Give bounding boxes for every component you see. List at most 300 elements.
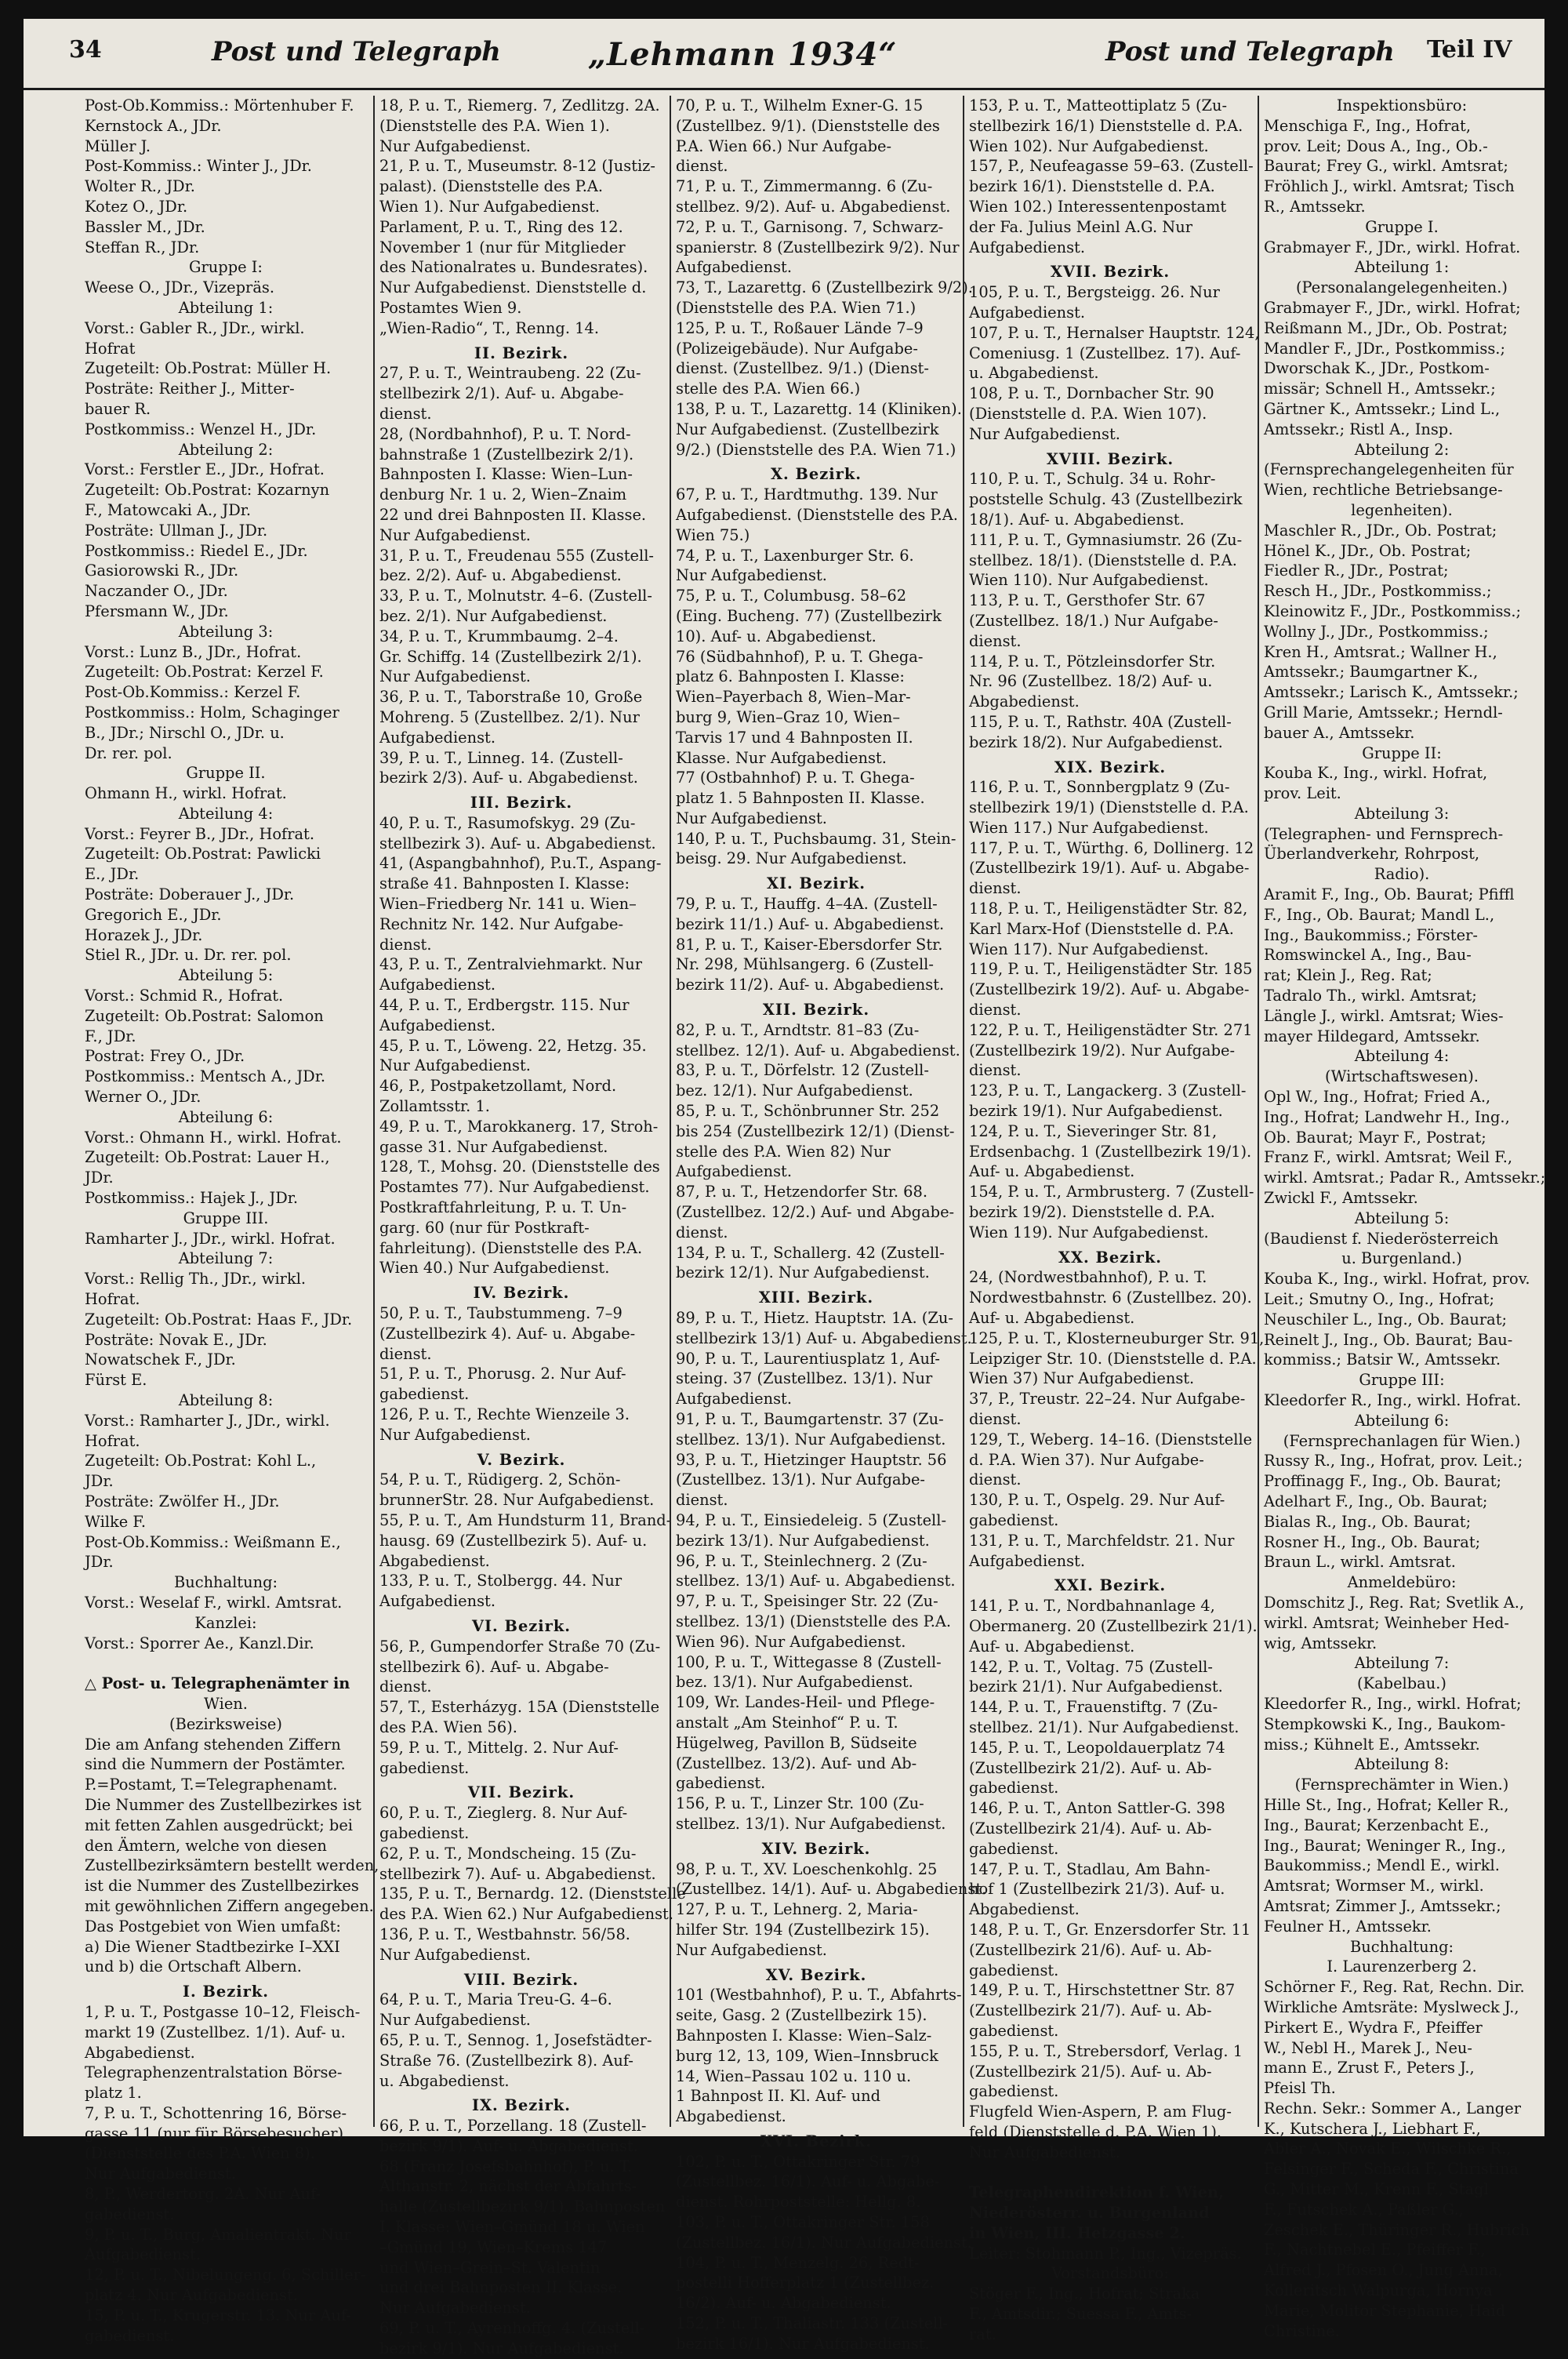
text-line: denburg Nr. 1 u. 2, Wien–Znaim <box>379 485 627 504</box>
text-line: 62, P. u. T., Mondscheing. 15 (Zu- <box>379 1844 637 1863</box>
text-line: November 1 (nur für Mitglieder <box>379 238 626 256</box>
text-line: (Zustellbez. 16/1). Nur Aufgabedienst. <box>676 2233 972 2252</box>
text-line: garg. 60 (nur für Postkraft- <box>379 1218 590 1237</box>
section-heading: Wien. <box>204 1694 248 1713</box>
text-line: 8, P., Werdertorg. 2A. Nur Auf- <box>85 2185 321 2204</box>
text-line: bezirk 13/1). Nur Aufgabedienst. <box>676 1531 930 1550</box>
text-line: 36, P. u. T., Taborstraße 10, Große <box>379 688 643 707</box>
text-line: 1, P. u. T., Postgasse 10–12, Fleisch- <box>85 2002 361 2021</box>
text-line: gabedienst. <box>969 1839 1059 1858</box>
text-line: 144, P. u. T., Frauenstiftg. 7 (Zu- <box>969 1698 1218 1717</box>
text-line: Posträte: Ullman J., JDr. <box>85 521 268 540</box>
text-line: Aufgabedienst. <box>969 1551 1086 1570</box>
text-line: Die Nummer des Zustellbezirkes ist <box>85 1795 361 1814</box>
text-line: hausg. 69 (Zustellbezirk 5). Auf- u. <box>379 1531 648 1550</box>
text-line: Post-Kommiss.: Winter J., JDr. <box>85 157 312 176</box>
text-line: Grabmayer F., JDr., wirkl. Hofrat. <box>1264 238 1521 256</box>
text-line: Wien 1). Nur Aufgabedienst. <box>379 197 601 216</box>
text-line: bezirk 18/2). Nur Aufgabedienst. <box>969 732 1223 751</box>
text-line: Pfeisl Th. <box>1264 2079 1336 2098</box>
text-line: a) Die Wiener Stadtbezirke I–XXI <box>85 1937 340 1956</box>
text-line: palast). (Dienststelle des P.A. <box>379 177 604 196</box>
text-line: stellbez. 9/2). Auf- u. Abgabedienst. <box>676 197 951 216</box>
text-line: rat. <box>969 2324 996 2343</box>
text-line: Postamtes 77). Nur Aufgabedienst. <box>379 1178 650 1197</box>
text-line: 140, P. u. T., Puchsbaumg. 31, Stein- <box>676 829 956 848</box>
district-heading: VII. Bezirk. <box>467 1783 575 1802</box>
text-line: miss.; Kühnelt E., Amtssekr. <box>1264 1735 1480 1754</box>
text-line: dienst. <box>676 1223 728 1241</box>
text-line: Nur Aufgabedienst. (Zustellbezirk <box>676 420 939 438</box>
text-line: (Zustellbezirk 21/5). Auf- u. Ab- <box>969 2062 1212 2081</box>
text-line: Leiter: Stohmann P., Ing., Vizepräs. <box>969 2244 1242 2263</box>
text-line: Postkommiss.: Hajek J., JDr. <box>85 1189 299 1208</box>
district-heading: II. Bezirk. <box>474 343 569 362</box>
text-line: 113, P. u. T., Gersthofer Str. 67 <box>969 591 1206 610</box>
text-line: 39, P. u. T., Linneg. 14. (Zustell- <box>379 748 623 767</box>
text-line: Mandler F., JDr., Postkommiss.; <box>1264 339 1505 358</box>
text-line: Wien 102). Nur Aufgabedienst. <box>969 136 1209 155</box>
text-line: Wien 40.) Nur Aufgabedienst. <box>379 1259 610 1278</box>
text-line: Aufgabedienst. <box>379 1592 496 1611</box>
text-line: stellbez. 13/1) Auf- u. Abgabedienst. <box>676 1572 956 1590</box>
text-line: Stiel R., JDr. u. Dr. rer. pol. <box>85 946 292 965</box>
text-line: 111, P. u. T., Gymnasiumstr. 26 (Zu- <box>969 530 1243 549</box>
text-line: Baukommiss.; Mendl E., wirkl. <box>1264 1856 1500 1875</box>
text-line: Obermanerg. 20 (Zustellbezirk 21/1). <box>969 1616 1258 1635</box>
text-line: Ing., Baukommiss.; Förster- <box>1264 925 1478 944</box>
text-line: 46, P., Postpaketzollamt, Nord. <box>379 1077 617 1096</box>
text-line: bezirk 16/1). Dienststelle d. P.A. <box>969 177 1215 196</box>
text-line: (Dienststelle des P.A. Wien 1). <box>379 116 610 135</box>
text-line: Aufgabedienst. <box>85 2245 201 2264</box>
text-line: 9, P. u. T., Burg, Amalientrakt. Nur <box>85 2225 351 2244</box>
part-label: Teil IV <box>1427 36 1512 64</box>
text-line: Resch H., JDr., Postkommiss.; <box>1264 582 1492 601</box>
text-line: Dr. rer. pol. <box>85 743 172 762</box>
text-line: Nur Aufgabedienst. <box>379 136 531 155</box>
text-line: des P.A. Wien 56). <box>379 1717 517 1736</box>
section-heading: Abteilung 5: <box>1354 1209 1450 1227</box>
text-line: △ Post- u. Telegraphenämter in <box>85 1674 350 1693</box>
text-line: K., Kutschera J., Liebhart F., <box>1264 2119 1481 2138</box>
text-line: des Nationalrates u. Bundesrates). <box>379 258 648 277</box>
text-line: mit gewöhnlichen Ziffern angegeben. <box>85 1896 374 1915</box>
text-line: Wien 102.) Interessentenpostamt <box>969 197 1227 216</box>
text-line: F., Futschek A., Paßler G., <box>1264 2200 1464 2219</box>
text-line: burg 12, 13, 109, Wien–Innsbruck <box>676 2046 938 2065</box>
text-line: 60, P. u. T., Zieglerg. 8. Nur Auf- <box>379 1804 628 1823</box>
text-line: (Eing. Bucheng. 77) (Zustellbezirk <box>676 606 942 625</box>
text-line: straße 41. Bahnposten I. Klasse: <box>379 874 630 893</box>
text-line: steing. 37 (Zustellbez. 13/1). Nur <box>676 1369 933 1388</box>
text-line: 126, P. u. T., Rechte Wienzeile 3. <box>379 1405 630 1423</box>
section-heading: Abteilung 7: <box>1354 1654 1450 1673</box>
text-line: 74, P. u. T., Laxenburger Str. 6. <box>676 546 914 565</box>
text-line: 72, P. u. T., Garnisong. 7, Schwarz- <box>676 217 944 236</box>
text-line: 133, P. u. T., Stolbergg. 44. Nur <box>379 1572 622 1590</box>
text-line: bez. 13/1). Nur Aufgabedienst. <box>676 1673 913 1692</box>
text-line: (Telegraphen- und Fernsprech- <box>1264 824 1504 843</box>
text-line: Abler A., Novak E., Wilschke R., <box>1264 2139 1512 2158</box>
section-heading: Abteilung 6: <box>1354 1411 1450 1430</box>
text-line: (Zustellbezirk 19/2). Nur Aufgabe- <box>969 1041 1236 1060</box>
district-heading: XVII. Bezirk. <box>1050 263 1171 282</box>
text-line: Auf- u. Abgabedienst. <box>969 1162 1135 1181</box>
text-line: 41, (Aspangbahnhof), P.u.T., Aspang- <box>379 854 662 873</box>
district-heading: XV. Bezirk. <box>765 1965 867 1984</box>
text-line: spanierstr. 8 (Zustellbezirk 9/2). Nur <box>676 238 960 256</box>
district-heading: XIV. Bezirk. <box>761 1839 871 1858</box>
text-line: Überlandverkehr, Rohrpost, <box>1264 845 1480 863</box>
text-line: 102, P. u. T., Ottakringer Str. 79 <box>676 2152 920 2171</box>
text-line: Telegraphendirektion f. Wien, <box>969 2183 1224 2202</box>
text-line: Nur Aufgabedienst. <box>379 2299 531 2317</box>
text-line: (Zustellbezirk 21/6). Auf- u. Ab- <box>969 1940 1212 1959</box>
text-line: (Zustellbez. 18/1.) Nur Aufgabe- <box>969 611 1218 630</box>
section-heading: Gruppe III. <box>183 1209 269 1227</box>
text-line: des P.A. Wien 62.) Nur Aufgabedienst. <box>379 1905 674 1924</box>
section-heading: Abteilung 8: <box>178 1391 274 1409</box>
text-line: Stempkowski K., Ing., Baukom- <box>1264 1714 1506 1733</box>
text-line: Postkommiss.: Holm, Schaginger <box>85 703 339 722</box>
text-line: mit fetten Zahlen ausgedrückt; bei <box>85 1816 354 1834</box>
text-line: Hügelweg, Pavillon B, Südseite <box>676 1733 917 1752</box>
text-line: Proffinagg F., Ing., Ob. Baurat; <box>1264 1472 1502 1491</box>
text-line: dienst. Rohrpoststelle: Hellg. 8. <box>676 2193 921 2212</box>
text-line: Aufgabedienst. <box>676 1390 793 1408</box>
text-line: Parlament, P. u. T., Ring des 12. <box>379 217 623 236</box>
text-line: Vorst.: Sporrer Ae., Kanzl.Dir. <box>85 1634 314 1652</box>
text-line: Aufgabedienst. <box>379 728 496 747</box>
text-line: gabedienst. <box>969 1510 1059 1529</box>
text-line: Leit.; Smutny O., Ing., Hofrat; <box>1264 1290 1494 1309</box>
text-line <box>969 2162 1251 2183</box>
text-line: Maschler R., JDr., Ob. Postrat; <box>1264 521 1497 540</box>
text-line: 128, T., Mohsg. 20. (Dienststelle des <box>379 1158 660 1176</box>
section-heading: Kanzlei: <box>194 1613 257 1632</box>
text-line: 7, P. u. T., Schottenring 16, Börse- <box>85 2103 347 2122</box>
text-line: Aufgabedienst. <box>969 238 1086 256</box>
text-line: Wien 117.) Nur Aufgabedienst. <box>969 818 1209 837</box>
text-line: 12, P. u. T., Nibelungeng. 6, Schiller- <box>85 2266 366 2284</box>
text-line: bez. 12/1). Nur Aufgabedienst. <box>676 1081 913 1100</box>
text-line: sind die Nummern der Postämter. <box>85 1755 346 1774</box>
text-line: 115, P. u. T., Rathstr. 40A (Zustell- <box>969 712 1232 731</box>
text-line: 116, P. u. T., Sonnbergplatz 9 (Zu- <box>969 778 1230 797</box>
text-line: beisg. 29. Nur Aufgabedienst. <box>676 849 907 868</box>
text-line: missär; Schnell H., Amtssekr.; <box>1264 380 1496 398</box>
text-line: 142, P. u. T., Voltag. 75 (Zustell- <box>969 1657 1213 1676</box>
text-line: Amtssekr.; Ristl A., Insp. <box>1264 420 1454 438</box>
section-heading: I. Laurenzerberg 2. <box>1327 1957 1477 1976</box>
text-line: 131, P. u. T., Marchfeldstr. 21. Nur <box>969 1531 1235 1550</box>
text-line: (Zustellbez. 14/1). Auf- u. Abgabedienst. <box>676 1880 987 1899</box>
text-line: stellbez. 13/1). Nur Aufgabedienst. <box>676 1430 946 1448</box>
page-header <box>24 19 1544 90</box>
text-line: Aufgabedienst. (Dienststelle des P.A. <box>676 505 958 524</box>
text-line: Schörner F., Reg. Rat, Rechn. Dir. <box>1264 1978 1525 1997</box>
text-line: 130, P. u. T., Ospelg. 29. Nur Auf- <box>969 1491 1225 1510</box>
text-line: Aufgabedienst. <box>676 258 793 277</box>
text-line: gabedienst. <box>969 1779 1059 1797</box>
text-line: Post-Ob.Kommiss.: Mörtenhuber F. <box>85 96 354 114</box>
text-line: postelli Hofferplatz 1 (Zustellbez. <box>676 2274 935 2292</box>
text-line: 117, P. u. T., Würthg. 6, Dollinerg. 12 <box>969 838 1254 857</box>
text-column-1 <box>80 96 379 2345</box>
text-line: Postkraftfahrleitung, P. u. T. Un- <box>379 1198 627 1217</box>
text-line: 129, T., Weberg. 14–16. (Dienststelle <box>969 1430 1253 1448</box>
text-line: 91, P. u. T., Baumgartenstr. 37 (Zu- <box>676 1410 944 1428</box>
text-line: stellbez. 21/1). Nur Aufgabedienst. <box>969 1717 1240 1736</box>
text-line: hilfer Str. 194 (Zustellbezirk 15). <box>676 1920 930 1939</box>
text-line: Hofrat <box>85 339 136 358</box>
text-line: Niederösterr. u. Burgenland <box>969 2204 1210 2223</box>
district-heading: IX. Bezirk. <box>471 2096 572 2115</box>
text-line: (Zustellbez. 12/2.) Auf- und Abgabe- <box>676 1203 955 1222</box>
page-number: 34 <box>69 36 102 64</box>
text-line: JDr. <box>85 1472 114 1491</box>
text-line: –Gmünd 19, Wien–Krems 147 <box>379 2237 608 2256</box>
section-heading: Gruppe I. <box>1365 217 1439 236</box>
text-line: 109, Wr. Landes-Heil- und Pflege- <box>676 1693 935 1712</box>
text-line: bauer R. <box>85 399 151 418</box>
text-line: Rechn. Sekr.: Sommer A., Langer <box>1264 2099 1521 2117</box>
text-line: u. Abgabedienst. <box>969 364 1099 383</box>
district-heading: VIII. Bezirk. <box>463 1970 579 1989</box>
text-line: Fröhlich J., wirkl. Amtsrat; Tisch <box>1264 177 1515 196</box>
text-line: 76 (Südbahnhof), P. u. T. Ghega- <box>676 647 924 666</box>
text-line: Postkommiss.: Riedel E., JDr. <box>85 541 308 560</box>
text-line: bezirk 9/1). Auf- u. Abgabedienst. <box>379 2136 638 2155</box>
text-line: Ramharter J., JDr., wirkl. Hofrat. <box>85 1229 336 1248</box>
text-line: gabedienst. <box>676 1774 766 1793</box>
text-line: Althanstr. 2, nächst der Abfahrts- <box>379 2177 637 2196</box>
text-line: 75, P. u. T., Columbusg. 58–62 <box>676 587 907 605</box>
text-line: (Zustellbez. 16/1). Auf- u. Abgabe- <box>676 2172 940 2191</box>
text-line: 87, P. u. T., Hetzendorfer Str. 68. <box>676 1183 928 1201</box>
text-line: Tadralo Th., wirkl. Amtsrat; <box>1264 987 1477 1005</box>
text-line: bis 254 (Zustellbezirk 12/1) (Dienst- <box>676 1121 955 1140</box>
text-line: Comeniusg. 1 (Zustellbez. 17). Auf- <box>969 343 1241 362</box>
text-line: gabedienst. <box>969 2082 1059 2101</box>
section-heading: (Kabelbau.) <box>1357 1674 1446 1693</box>
text-line: 149, P. u. T., Hirschstettner Str. 87 <box>969 1981 1236 2000</box>
text-line: Kouba K., Ing., wirkl. Hofrat, <box>1264 764 1488 783</box>
text-line: Pfersmann W., JDr. <box>85 602 229 620</box>
text-line: stelle des P.A. Wien 66.) <box>676 380 861 398</box>
text-line: JDr. <box>85 1169 114 1187</box>
text-line: Bassler M., JDr. <box>85 217 205 236</box>
text-line: 49, P. u. T., Marokkanerg. 17, Stroh- <box>379 1117 659 1136</box>
text-line: Grill Marie, Amtssekr.; Herndl- <box>1264 703 1503 722</box>
text-line: Hofrat. <box>85 1431 140 1450</box>
text-line: 54, P. u. T., Rüdigerg. 2, Schön- <box>379 1470 621 1489</box>
text-line: ist die Nummer des Zustellbezirkes <box>85 1877 359 1896</box>
text-line: prov. Leit; Dous A., Ing., Ob.- <box>1264 136 1488 155</box>
text-line: Zollamtsstr. 1. <box>379 1097 490 1116</box>
text-line: Posträte: Novak E., JDr. <box>85 1330 267 1349</box>
text-line: stelle des P.A. Wien 82) Nur <box>676 1142 891 1161</box>
text-line: 56, P., Gumpendorfer Straße 70 (Zu- <box>379 1637 661 1656</box>
text-line: fahrleitung). (Dienststelle des P.A. <box>379 1238 643 1257</box>
text-line: bez. 2/2). Auf- u. Abgabedienst. <box>379 566 622 585</box>
text-line: 153, P. u. T., Matteottiplatz 5 (Zu- <box>969 96 1228 114</box>
text-line: gabedienst. <box>379 1385 470 1404</box>
text-line: 156, P. u. T., Linzer Str. 100 (Zu- <box>676 1794 924 1813</box>
section-heading: Vorstandsbüro: <box>1051 2264 1169 2283</box>
text-line: stellbez. 13/1). Nur Aufgabedienst. <box>676 1814 946 1833</box>
text-line: Kren H., Amtsrat.; Wallner H., <box>1264 642 1497 661</box>
section-heading: Abteilung 8: <box>1354 1755 1450 1774</box>
text-line: Christine. <box>1264 2321 1340 2340</box>
text-line: u. Abgabedienst. <box>379 2071 510 2090</box>
text-line: 93, P. u. T., Hietzinger Hauptstr. 56 <box>676 1450 947 1469</box>
section-heading: Abteilung 2: <box>1354 440 1450 459</box>
text-line: 154, P. u. T., Armbrusterg. 7 (Zustell- <box>969 1183 1254 1201</box>
text-line: Nordwestbahnstr. 6 (Zustellbez. 20). <box>969 1289 1252 1307</box>
section-heading: Abteilung 3: <box>1354 804 1450 823</box>
text-line: Ob. Baurat; Mayr F., Postrat; <box>1264 1128 1486 1147</box>
text-line: Wien 75.) <box>676 525 750 544</box>
text-line: 114, P. u. T., Pötzleinsdorfer Str. <box>969 652 1216 671</box>
text-line: Neuschiler L., Ing., Ob. Baurat; <box>1264 1310 1508 1329</box>
text-line: Rechnitz Nr. 142. Nur Aufgabe- <box>379 914 624 933</box>
text-line: 125, P. u. T., Klosterneuburger Str. 91, <box>969 1329 1265 1347</box>
text-line: (Dienststelle des P.A. Wien 8). <box>85 2144 315 2163</box>
text-line: Nur Aufgabedienst. <box>676 809 827 827</box>
text-line: wirkl. Amtsrat.; Padar R., Amtssekr.; <box>1264 1169 1546 1187</box>
section-heading: Abteilung 1: <box>178 298 274 317</box>
text-line: 21, P. u. T., Museumstr. 8-12 (Justiz- <box>379 157 655 176</box>
section-heading: Abteilung 2: <box>178 440 274 459</box>
section-heading: Abteilung 3: <box>178 622 274 641</box>
text-line: Zugeteilt: Ob.Postrat: Haas F., JDr. <box>85 1310 353 1329</box>
text-line: stellbezirk 3). Auf- u. Abgabedienst. <box>379 834 656 852</box>
text-line: Erdsenbachg. 1 (Zustellbezirk 19/1). <box>969 1142 1252 1161</box>
text-line: Kotez O., JDr. <box>85 197 188 216</box>
text-line: (Zustellbezirk 21/2). Auf- u. Ab- <box>969 1758 1212 1777</box>
text-line: 125, P. u. T., Roßauer Lände 7–9 <box>676 318 924 337</box>
text-line: Nur Aufgabedienst. Dienststelle d. <box>379 278 647 297</box>
text-line: Ing., Hofrat; Landwehr H., Ing., <box>1264 1107 1510 1126</box>
text-line: 22 und drei Bahnposten II. Klasse. <box>379 505 647 524</box>
text-line: Posträte: Reither J., Mitter- <box>85 380 295 398</box>
text-line: 31, P. u. T., Freudenau 555 (Zustell- <box>379 546 654 565</box>
text-line: 127, P. u. T., Lehnerg. 2, Maria- <box>676 1900 918 1919</box>
text-column-2 <box>373 96 686 2357</box>
text-line: bezirk 12/1). Nur Aufgabedienst. <box>676 1263 930 1282</box>
text-line: Auf- u. Abgabedienst. <box>969 1637 1135 1656</box>
text-line: Ohmann H., wirkl. Hofrat. <box>85 784 287 803</box>
text-line: Müller J. <box>85 136 151 155</box>
text-line: 18/1). Auf- u. Abgabedienst. <box>969 510 1185 529</box>
text-line: 110, P. u. T., Schulg. 34 u. Rohr- <box>969 470 1216 489</box>
text-line: bez. 2/1). Nur Aufgabedienst. <box>379 606 608 625</box>
text-line: halle (Zustellbezirk 9/1). Bahnposten <box>379 2197 666 2216</box>
text-line: dienst. <box>969 1470 1022 1489</box>
text-line: 68 (Franz Josefsbahnhof), P. u. T. <box>379 2157 633 2175</box>
text-line: G., Mitter M., Krenn F., Stagl <box>1264 2180 1489 2199</box>
text-line: Felsinger F., Scheda F., Christina <box>1264 2160 1519 2179</box>
district-heading: XX. Bezirk. <box>1058 1248 1163 1267</box>
text-line: Aufgabedienst. <box>969 303 1086 322</box>
text-line: (Fernsprechangelegenheiten für <box>1264 460 1514 479</box>
text-line: (Zustellbezirk 21/7). Auf- u. Ab- <box>969 2001 1212 2020</box>
text-line: Die am Anfang stehenden Ziffern <box>85 1735 341 1754</box>
text-line: Post-Ob.Kommiss.: Kerzel F. <box>85 683 301 702</box>
text-line: Zugeteilt: Ob.Postrat: Pawlicki <box>85 845 321 863</box>
text-line: Reißmann M., JDr., Ob. Postrat; <box>1264 318 1508 337</box>
text-line: Fürst E. <box>85 1371 147 1390</box>
district-heading: III. Bezirk. <box>470 794 573 812</box>
text-line: stellbezirk 2/1). Auf- u. Abgabe- <box>379 384 624 403</box>
text-line: P.A. Wien 66.) Nur Aufgabe- <box>676 136 892 155</box>
text-line: Romswinckel A., Ing., Bau- <box>1264 946 1472 965</box>
text-line: Nur Aufgabedienst. <box>379 667 531 686</box>
text-line: 34, P. u. T., Krummbaumg. 2–4. <box>379 627 619 645</box>
text-line: Rosner H., Ing., Ob. Baurat; <box>1264 1532 1481 1551</box>
text-line: markt 19 (Zustellbez. 1/1). Auf- u. <box>85 2023 346 2041</box>
text-line: Kleedorfer R., Ing., wirkl. Hofrat. <box>1264 1391 1522 1409</box>
text-line: in Wien, III. Hetzgasse 2. <box>969 2223 1185 2242</box>
text-line: dienst. <box>969 1001 1022 1020</box>
text-line: Zugeteilt: Ob.Postrat: Kozarnyn <box>85 481 330 500</box>
text-line: Hönel K., JDr., Ob. Postrat; <box>1264 541 1472 560</box>
text-line: Braun L., wirkl. Amtsrat. <box>1264 1553 1456 1572</box>
section-heading: Gruppe I: <box>189 258 263 277</box>
text-line: Nur Aufgabedienst. <box>969 424 1120 443</box>
text-line: Reinelt J., Ing., Ob. Baurat; Bau- <box>1264 1330 1513 1349</box>
text-line: Amtssekr.; Baumgartner K., <box>1264 663 1479 682</box>
text-line: bezirk 19/1). Nur Aufgabedienst. <box>969 1102 1223 1121</box>
text-line: Bahnposten I. Klasse: Wien–Salz- <box>676 2026 932 2045</box>
text-line: Nur Aufgabedienst. <box>379 1945 531 1964</box>
text-line: 146, P. u. T., Anton Sattler-G. 398 <box>969 1799 1225 1818</box>
text-line: F., Nachtnebel E., Pfeiffer F., <box>1264 2241 1486 2259</box>
text-line: Kernstock A., JDr. <box>85 116 222 135</box>
text-line: brunnerStr. 28. Nur Aufgabedienst. <box>379 1491 655 1510</box>
text-line: (Zustellbez. 13/1). Nur Aufgabe- <box>676 1470 925 1489</box>
text-line: 141, P. u. T., Nordbahnanlage 4, <box>969 1597 1215 1616</box>
text-line: 119, P. u. T., Heiligenstädter Str. 185 <box>969 960 1253 979</box>
text-line: 83, P. u. T., Dörfelstr. 12 (Zustell- <box>676 1061 929 1080</box>
text-line: Nur Aufgabedienst. <box>676 1940 827 1959</box>
text-line: Kleinowitz F., JDr., Postkommiss.; <box>1264 602 1522 620</box>
text-line: (Zustellbezirk 4). Auf- u. Abgabe- <box>379 1324 636 1343</box>
text-line: gabedienst. <box>379 1823 470 1842</box>
text-line: Grabmayer F., JDr., wirkl. Hofrat; <box>1264 298 1521 317</box>
text-line: 104, P. u. T., Menzelg. 26, Redt- <box>676 2253 920 2272</box>
text-line: bezirk 16/1). Nur Aufgabedienst. <box>676 2334 930 2353</box>
text-line: wig, Amtssekr. <box>1264 1634 1377 1652</box>
text-line: und b) die Ortschaft Albern. <box>85 1957 302 1976</box>
section-heading: Abteilung 6: <box>178 1107 274 1126</box>
text-line: bezirk 21/1). Nur Aufgabedienst. <box>969 1677 1223 1696</box>
text-line: platz 1. 5 Bahnposten II. Klasse. <box>676 789 925 808</box>
text-line: Ing., Baurat; Weninger R., Ing., <box>1264 1836 1506 1855</box>
text-line: 67, P. u. T., Hardtmuthg. 139. Nur <box>676 485 938 504</box>
text-line: Abgabedienst. <box>969 1900 1080 1919</box>
text-line: hof 1 (Zustellbezirk 21/3). Auf- u. <box>969 1880 1225 1899</box>
text-line: prov. Leit. <box>1264 784 1341 803</box>
district-heading: XIX. Bezirk. <box>1054 758 1167 776</box>
text-line: 136, P. u. T., Westbahnstr. 56/58. <box>379 1925 630 1943</box>
text-line: wirkl. Amtsrat; Weinheber Hed- <box>1264 1613 1509 1632</box>
text-line: 148, P. u. T., Gr. Enzersdorfer Str. 11 <box>969 1920 1251 1939</box>
district-heading: XXI. Bezirk. <box>1054 1576 1167 1595</box>
text-line: Horazek J., JDr. <box>85 925 203 944</box>
